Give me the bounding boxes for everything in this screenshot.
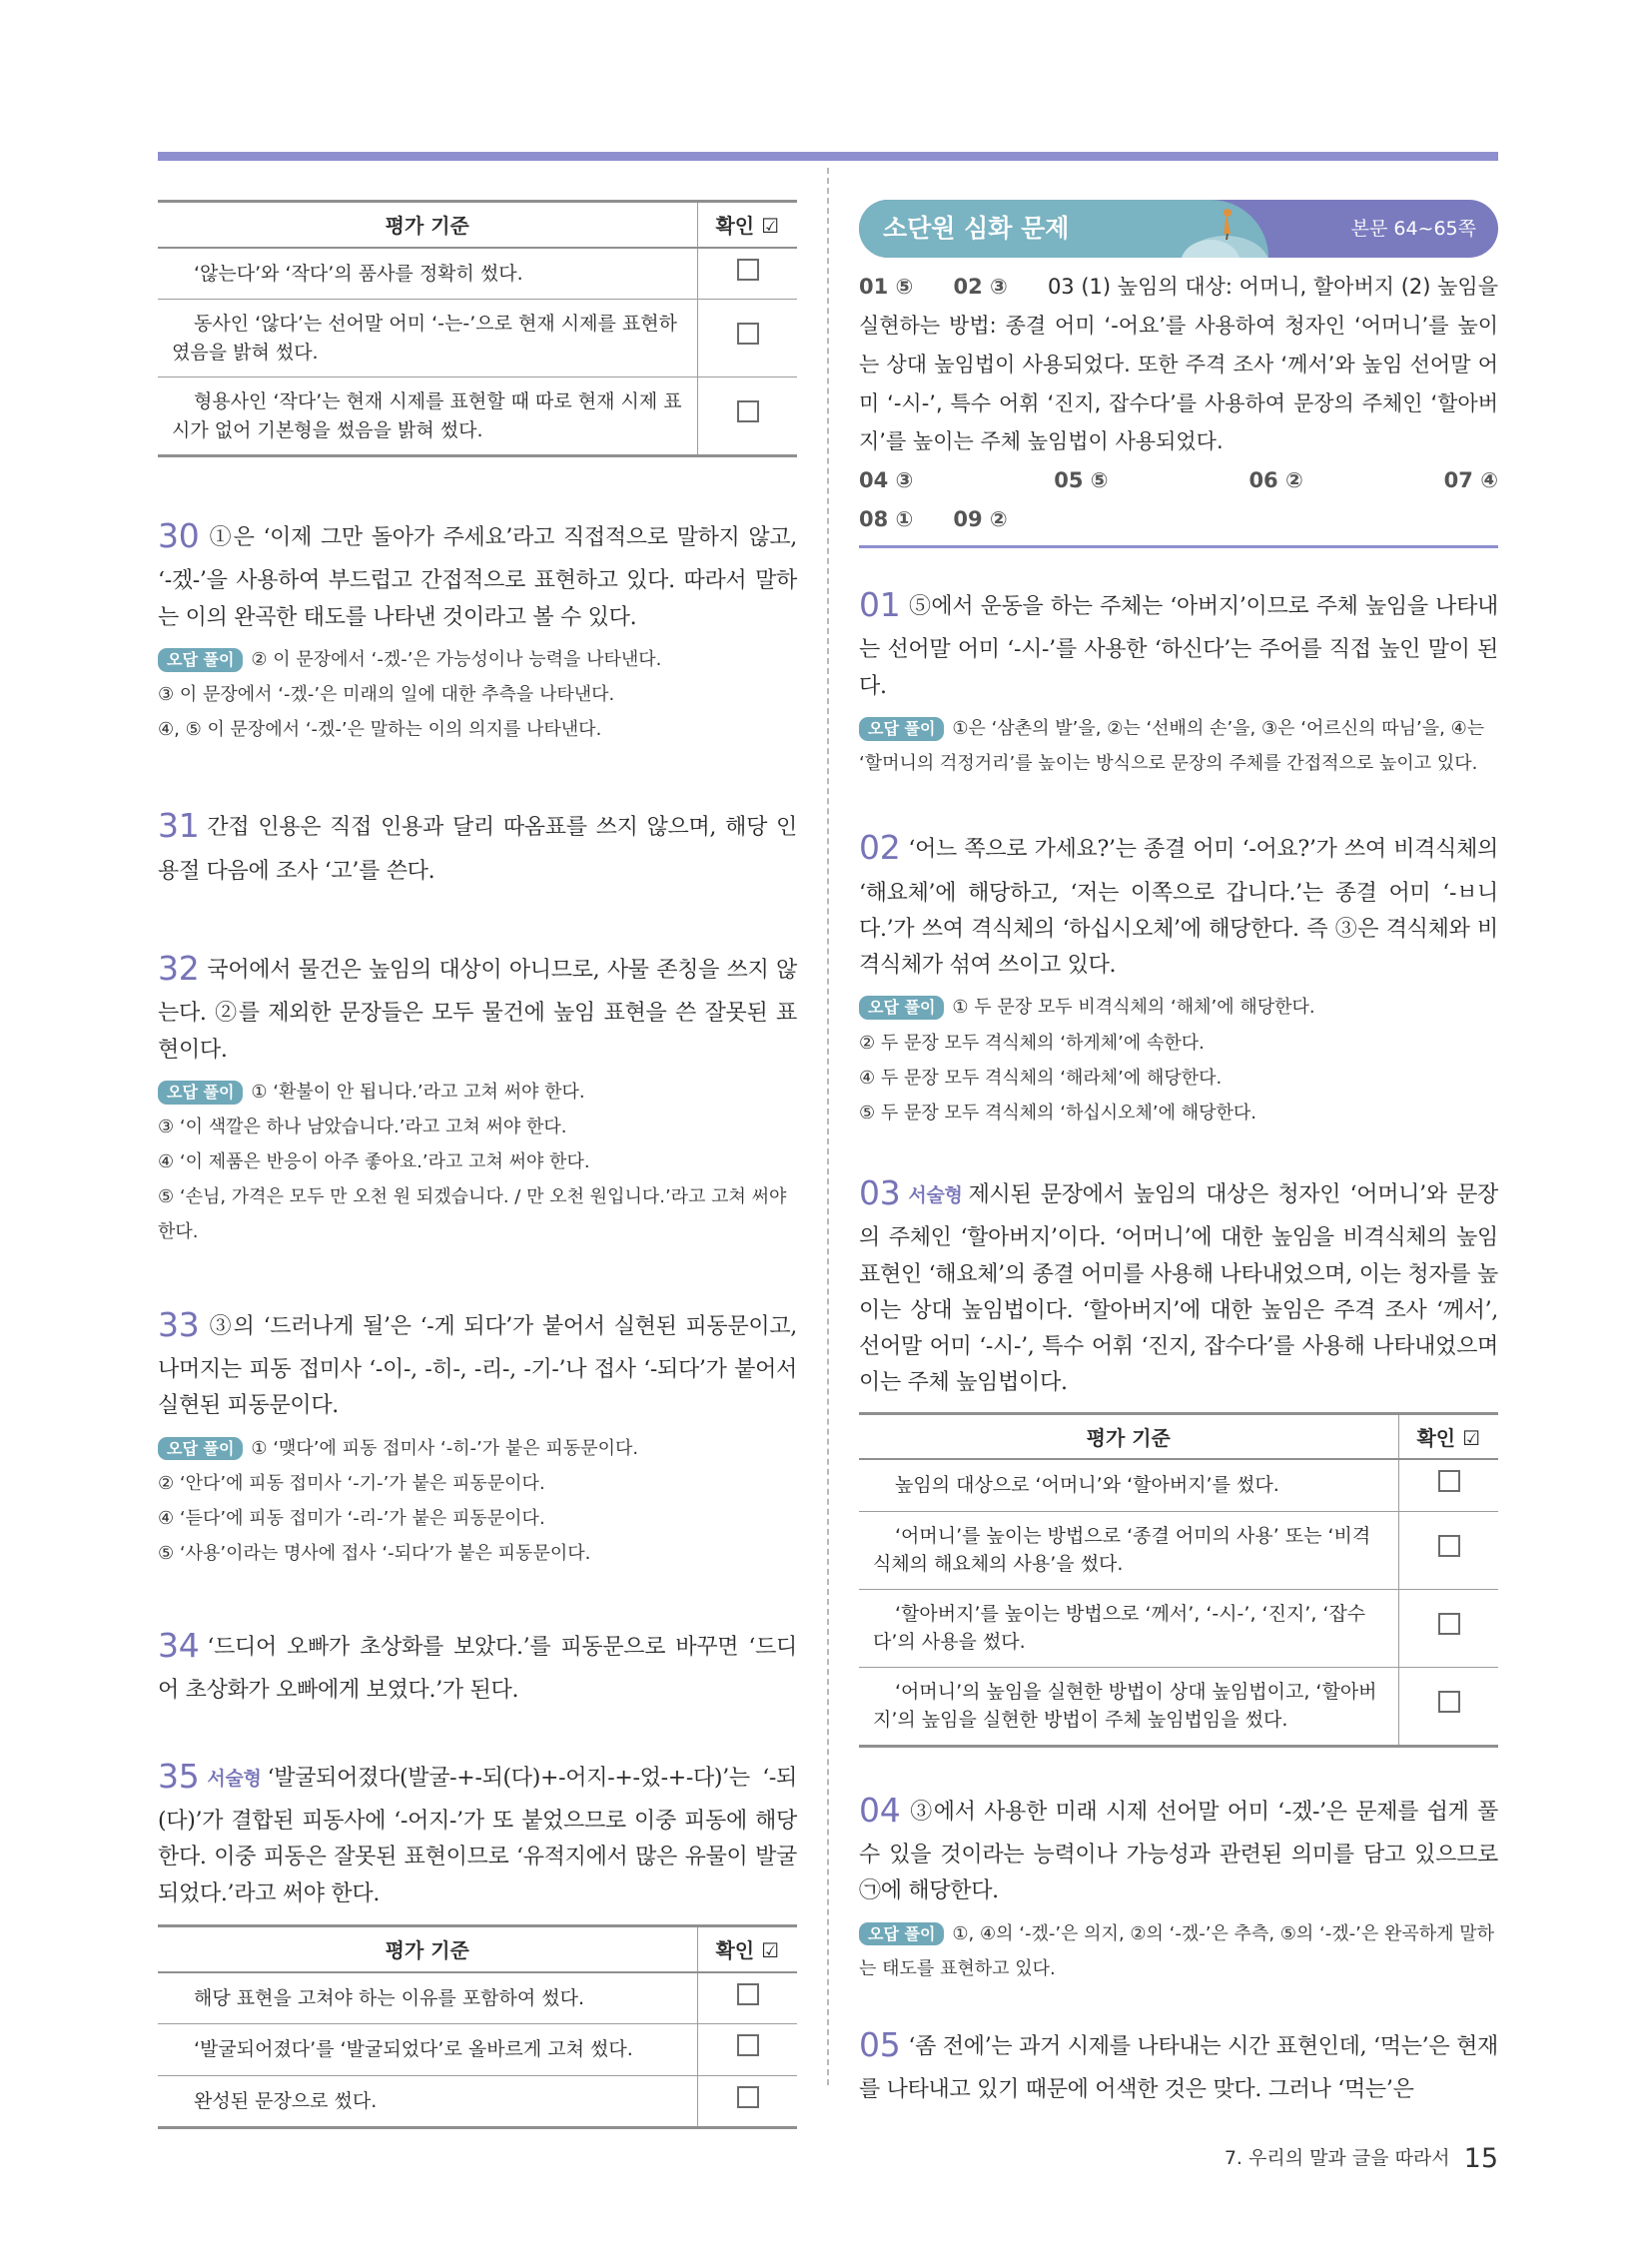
wrong-answer-notes [859,711,1498,781]
check-header: 확인 ☑ [1398,1413,1498,1459]
banner-title: 소단원 심화 문제 [883,214,1070,243]
check-box[interactable] [737,259,759,281]
question-text: ③에서 사용한 미래 시제 선어말 어미 ‘-겠-’은 문제를 쉽게 풀 수 있을 것이라는 능력이나 가능성과 관련된 의미를 담고 있으므로 ㉠에 해당한다. [859,1799,1498,1904]
note-line: ⑤ ‘손님, 가격은 모두 만 오천 원 되겠습니다. / 만 오천 원입니다.’라고 고쳐 써야 한다. [158,1186,787,1243]
criteria-cell: ‘어머니’의 높임을 실현한 방법이 상대 높임법이고, ‘할아버지’의 높임을 실현한 방법이 주체 높임법임을 썼다. [859,1667,1398,1746]
question-number: 02 [859,828,901,868]
criteria-cell: 완성된 문장으로 썼다. [158,2075,697,2128]
explanation-03 [859,1166,1498,1402]
question-number: 35 [158,1756,200,1796]
check-box[interactable] [1438,1613,1460,1635]
note-line: ④ 두 문장 모두 격식체의 ‘해라체’에 해당한다. [859,1067,1223,1089]
question-text: ⑤에서 운동을 하는 주체는 ‘아버지’이므로 주체 높임을 나타내는 선어말 어미 ‘-시-’를 사용한 ‘하신다’는 주어를 직접 높인 말이 된다. [859,593,1498,699]
note-line: ③ ‘이 색깔은 하나 남았습니다.’라고 고쳐 써야 한다. [158,1117,567,1138]
question-32 [158,942,797,1250]
question-number: 30 [158,516,200,555]
answer-02: 02 ③ [953,275,1008,299]
answer-06: 06 ② [1248,468,1303,493]
note-line: ② 두 문장 모두 격식체의 ‘하게체’에 속한다. [859,1032,1205,1054]
note-line: ①은 ‘삼촌의 발’을, ②는 ‘선배의 손’을, ③은 ‘어르신의 따님’을, ④는 ‘할머니의 걱정거리’를 높이는 방식으로 문장의 주체를 간접적으로 높이고 있다. [859,717,1485,775]
note-line: ⑤ 두 문장 모두 격식체의 ‘하십시오체’에 해당한다. [859,1102,1257,1123]
top-rule [158,152,1498,161]
wrong-answer-badge: 오답 풀이 [859,717,944,741]
check-box[interactable] [1438,1470,1460,1492]
question-text: ‘드디어 오빠가 초상화를 보았다.’를 피동문으로 바꾸면 ‘드디어 초상화가 오빠에게 보였다.’가 된다. [158,1634,797,1704]
criteria-header: 평가 기준 [859,1413,1398,1459]
question-text: ‘어느 쪽으로 가세요?’는 종결 어미 ‘-어요?’가 쓰여 비격식체의 ‘해요체’에 해당하고, ‘저는 이쪽으로 갑니다.’는 종결 어미 ‘-ㅂ니다.’가 쓰여 격식체의 ‘하십시오체’에 해당한다. 즉 ③은 격식체와 비격식체가 섞여 쓰이고 있다. [859,837,1498,979]
answer-key [859,268,1498,548]
question-text: ①은 ‘이제 그만 돌아가 주세요’라고 직접적으로 말하지 않고, ‘-겠-’을 사용하여 부드럽고 간접적으로 표현하고 있다. 따라서 말하는 이의 완곡한 태도를 나타낸 것이라고 볼 수 있다. [158,525,797,630]
answer-09: 09 ② [953,507,1008,532]
wrong-answer-notes [158,1431,797,1571]
descriptive-tag: 서술형 [207,1767,262,1790]
question-30 [158,509,797,747]
table-row [859,1667,1498,1746]
criteria-cell: 동사인 ‘않다’는 선어말 어미 ‘-는-’으로 현재 시제를 표현하였음을 밝혀 썼다. [158,300,697,377]
table-row [158,248,797,300]
check-box[interactable] [1438,1535,1460,1557]
check-box[interactable] [737,400,759,422]
table-row [859,1511,1498,1589]
note-line: ① ‘맺다’에 피동 접미사 ‘-히-’가 붙은 피동문이다. [251,1437,639,1459]
question-number: 05 [859,2024,901,2064]
question-number: 03 [859,1172,901,1212]
question-33 [158,1298,797,1571]
question-number: 33 [158,1304,200,1344]
question-text: 국어에서 물건은 높임의 대상이 아니므로, 사물 존칭을 쓰지 않는다. ②를 제외한 문장들은 모두 물건에 높임 표현을 쓴 잘못된 표현이다. [158,958,797,1063]
check-box[interactable] [737,2034,759,2056]
question-35 [158,1750,797,1912]
question-34 [158,1619,797,1710]
criteria-cell: ‘않는다’와 ‘작다’의 품사를 정확히 썼다. [158,248,697,300]
evaluation-table-3 [859,1412,1498,1748]
check-box[interactable] [737,1983,759,2005]
wrong-answer-notes [859,990,1498,1129]
question-text: ‘좀 전에’는 과거 시제를 나타내는 시간 표현인데, ‘먹는’은 현재를 나타내고 있기 때문에 어색한 것은 맞다. 그러나 ‘먹는’은 [859,2033,1498,2103]
wrong-answer-notes [158,1075,797,1249]
criteria-cell: ‘발굴되어졌다’를 ‘발굴되었다’로 올바르게 고쳐 썼다. [158,2024,697,2076]
wrong-answer-badge: 오답 풀이 [158,1081,243,1105]
section-banner [859,200,1498,258]
note-line: ④ ‘이 제품은 반응이 아주 좋아요.’라고 고쳐 써야 한다. [158,1151,590,1173]
table-row [158,2075,797,2128]
question-text: 간접 인용은 직접 인용과 달리 따옴표를 쓰지 않으며, 해당 인용절 다음에 조사 ‘고’를 쓴다. [158,815,797,884]
wrong-answer-badge: 오답 풀이 [859,996,944,1020]
question-31 [158,799,797,890]
wrong-answer-notes [859,1916,1498,1986]
note-line: ② 이 문장에서 ‘-겠-’은 가능성이나 능력을 나타낸다. [251,649,662,671]
table-row [158,377,797,456]
chapter-title: 7. 우리의 말과 글을 따라서 [1224,2147,1450,2169]
answer-03: 03 (1) 높임의 대상: 어머니, 할아버지 (2) 높임을 실현하는 방법: 종결 어미 ‘-어요’를 사용하여 청자인 ‘어머니’를 높이는 상대 높임법이 사용되었다. 또한 주격 조사 ‘께서’와 높임 선어말 어미 ‘-시-’, 특수 어휘 ‘진지, 잡수다’를 사용하여 문장의 주체인 ‘할아버지’를 높이는 주체 높임법이 사용되었다. [859,275,1498,454]
criteria-cell: 높임의 대상으로 ‘어머니’와 ‘할아버지’를 썼다. [859,1459,1398,1511]
wrong-answer-badge: 오답 풀이 [859,1922,944,1946]
note-line: ② ‘안다’에 피동 접미사 ‘-기-’가 붙은 피동문이다. [158,1472,545,1494]
answer-04: 04 ③ [859,468,914,493]
answer-08: 08 ① [859,507,914,532]
check-box[interactable] [1438,1691,1460,1713]
question-text: ③의 ‘드러나게 될’은 ‘-게 되다’가 붙어서 실현된 피동문이고, 나머지는 피동 접미사 ‘-이-, -히-, -리-, -기-’나 접사 ‘-되다’가 붙어서 실현된 피동문이다. [158,1313,797,1419]
question-number: 32 [158,949,200,989]
bird-on-hill-icon [1181,204,1270,258]
criteria-cell: ‘어머니’를 높이는 방법으로 ‘종결 어미의 사용’ 또는 ‘비격식체의 해요체의 사용’을 썼다. [859,1511,1398,1589]
criteria-cell: ‘할아버지’를 높이는 방법으로 ‘께서’, ‘-시-’, ‘진지’, ‘잡수다’의 사용을 썼다. [859,1589,1398,1667]
criteria-cell: 형용사인 ‘작다’는 현재 시제를 표현할 때 따로 현재 시제 표시가 없어 기본형을 썼음을 밝혀 썼다. [158,377,697,456]
evaluation-table-2 [158,1924,797,2129]
note-line: ④ ‘듣다’에 피동 접미가 ‘-리-’가 붙은 피동문이다. [158,1507,545,1529]
table-row [859,1589,1498,1667]
criteria-header: 평가 기준 [158,202,697,248]
criteria-header: 평가 기준 [158,1926,697,1972]
question-text: ‘발굴되어졌다(발굴-+-되(다)+-어지-+-었-+-다)’는 ‘-되(다)’가 결합된 피동사에 ‘-어지-’가 또 붙었으므로 이중 피동에 해당한다. 이중 피동은 잘못된 표현이므로 ‘유적지에서 많은 유물이 발굴되었다.’라고 써야 한다. [158,1765,797,1906]
check-header: 확인 ☑ [697,202,797,248]
note-line: ④, ⑤ 이 문장에서 ‘-겠-’은 말하는 이의 의지를 나타낸다. [158,719,602,741]
question-text: 제시된 문장에서 높임의 대상은 청자인 ‘어머니’와 문장의 주체인 ‘할아버지’이다. ‘어머니’에 대한 높임을 비격식체의 높임 표현인 ‘해요체’의 종결 어미를 사용해 나타내었으며, 이는 청자를 높이는 상대 높임법이다. ‘할아버지’에 대한 높임은 주격 조사 ‘께서’, 선어말 어미 ‘-시-’, 특수 어휘 ‘진지, 잡수다’를 사용해 나타내었으며 이는 주체 높임법이다. [859,1181,1498,1396]
page-footer [1225,2143,1498,2174]
question-number: 31 [158,806,200,846]
note-line: ③ 이 문장에서 ‘-겠-’은 미래의 일에 대한 추측을 나타낸다. [158,684,615,706]
wrong-answer-notes [158,642,797,747]
explanation-05 [859,2018,1498,2109]
criteria-cell: 해당 표현을 고쳐야 하는 이유를 포함하여 썼다. [158,1972,697,2024]
question-number: 01 [859,584,901,624]
answer-05: 05 ⑤ [1054,468,1109,493]
left-column [158,200,797,2129]
note-line: ① ‘환불이 안 됩니다.’라고 고쳐 써야 한다. [251,1082,585,1104]
explanation-04 [859,1784,1498,1986]
check-header: 확인 ☑ [697,1926,797,1972]
answer-07: 07 ④ [1443,468,1498,493]
note-line: ① 두 문장 모두 비격식체의 ‘해체’에 해당한다. [952,997,1315,1019]
table-row [158,300,797,377]
wrong-answer-badge: 오답 풀이 [158,1437,243,1461]
table-row [158,2024,797,2076]
descriptive-tag: 서술형 [908,1183,963,1206]
evaluation-table-1 [158,200,797,457]
note-line: ⑤ ‘사용’이라는 명사에 접사 ‘-되다’가 붙은 피동문이다. [158,1542,591,1564]
table-row [859,1459,1498,1511]
column-divider [827,168,829,2085]
check-box[interactable] [737,2086,759,2108]
check-box[interactable] [737,323,759,345]
page-number: 15 [1463,2143,1498,2174]
banner-page-range: 본문 64~65쪽 [1350,218,1476,240]
right-column [859,200,1498,2109]
question-number: 34 [158,1625,200,1665]
table-row [158,1972,797,2024]
explanation-01 [859,578,1498,781]
answer-row [859,461,1498,500]
answer-01: 01 ⑤ [859,275,914,299]
wrong-answer-badge: 오답 풀이 [158,648,243,672]
explanation-02 [859,821,1498,1130]
note-line: ①, ④의 ‘-겠-’은 의지, ②의 ‘-겠-’은 추측, ⑤의 ‘-겠-’은 완곡하게 말하는 태도를 표현하고 있다. [859,1922,1495,1979]
question-number: 04 [859,1790,901,1830]
